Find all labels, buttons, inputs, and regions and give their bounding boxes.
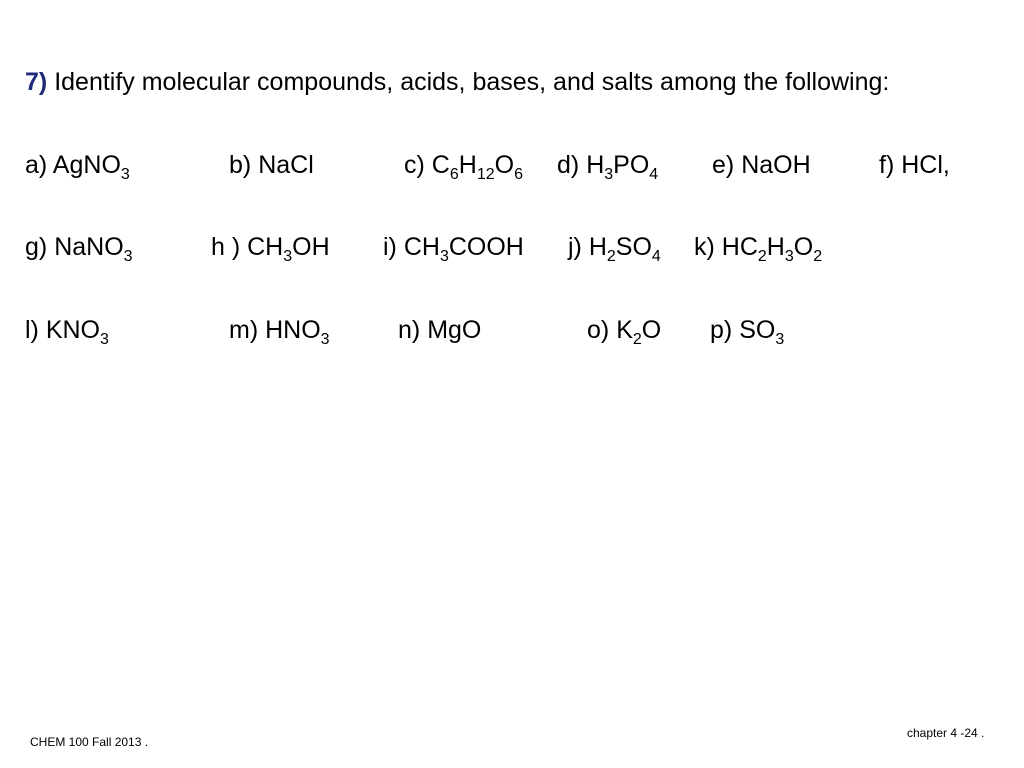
chemical-formula: NaCl	[258, 151, 314, 179]
item-label: e)	[712, 151, 742, 179]
item-label: h )	[211, 233, 248, 261]
formula-subscript: 3	[439, 248, 449, 265]
item-label: d)	[557, 151, 587, 179]
compound-item	[25, 315, 109, 348]
chemical-formula: $C_6H_{12}O_6$	[431, 151, 523, 183]
formula-subscript: 4	[649, 166, 659, 183]
footer-course: CHEM 100 Fall 2013 .	[30, 735, 149, 749]
formula-subscript: 3	[283, 248, 293, 265]
compound-item	[229, 150, 314, 180]
chemical-formula: $HNO_3$	[265, 316, 330, 348]
chemical-formula: NaNO$_3$	[54, 233, 133, 265]
compound-item	[557, 150, 659, 183]
formula-subscript: 3	[100, 331, 109, 348]
formula-subscript: 3	[320, 331, 330, 348]
chemical-formula: $H_2SO_4$	[588, 233, 661, 265]
compound-item	[25, 232, 133, 265]
chemical-formula: NaOH	[741, 151, 811, 179]
compound-item	[568, 232, 661, 265]
item-label: o)	[587, 316, 617, 344]
formula-subscript: 3	[120, 166, 130, 183]
item-label: l)	[25, 316, 46, 344]
chemical-formula: $HC_2H_3O_2$	[721, 233, 823, 265]
compound-item	[211, 232, 330, 265]
chemical-formula: $KNO_3$	[45, 316, 109, 348]
item-label: b)	[229, 151, 259, 179]
item-label: m)	[229, 316, 266, 344]
formula-subscript: 4	[651, 248, 661, 265]
compound-item	[587, 315, 662, 348]
chemical-formula: $CH_3COOH$	[403, 233, 524, 265]
chemical-formula: $K_2O$	[616, 316, 662, 348]
formula-subscript: 3	[123, 248, 133, 265]
question-heading	[25, 68, 889, 97]
item-label: c)	[404, 151, 432, 179]
item-label: g)	[25, 233, 55, 261]
item-label: i)	[383, 233, 404, 261]
compound-item	[404, 150, 523, 183]
item-label: j)	[568, 233, 589, 261]
compound-item	[879, 150, 950, 180]
chemical-formula: AgNO$_3$	[52, 151, 130, 183]
compound-item	[383, 232, 524, 265]
item-label: k)	[694, 233, 722, 261]
chemical-formula: HCl,	[901, 151, 950, 179]
footer-page-number: chapter 4 -24 .	[907, 726, 985, 740]
formula-subscript: 3	[784, 248, 794, 265]
formula-subscript: 12	[476, 166, 495, 183]
chemical-formula: MgO	[427, 316, 482, 344]
formula-subscript: 6	[514, 166, 523, 183]
chemical-formula: $SO_3$	[739, 316, 785, 348]
compound-item	[710, 315, 785, 348]
compound-item	[229, 315, 330, 348]
formula-subscript: 3	[775, 331, 785, 348]
chemical-formula: $CH_3OH$	[247, 233, 330, 265]
compound-item	[25, 150, 130, 183]
chemical-formula: $H_3PO_4$	[586, 151, 659, 183]
formula-subscript: 3	[604, 166, 614, 183]
formula-subscript: 2	[757, 248, 767, 265]
item-label: n)	[398, 316, 428, 344]
question-text: Identify molecular compounds, acids, bases, and salts among the following:	[54, 68, 890, 96]
compound-item	[694, 232, 823, 265]
formula-subscript: 2	[632, 331, 642, 348]
formula-subscript: 2	[813, 248, 823, 265]
formula-subscript: 2	[606, 248, 616, 265]
compound-item	[712, 150, 811, 180]
item-label: p)	[710, 316, 740, 344]
formula-subscript: 6	[449, 166, 459, 183]
compound-item	[398, 315, 481, 345]
question-number: 7)	[25, 68, 48, 96]
item-label: a)	[25, 151, 53, 179]
item-label: f)	[879, 151, 902, 179]
